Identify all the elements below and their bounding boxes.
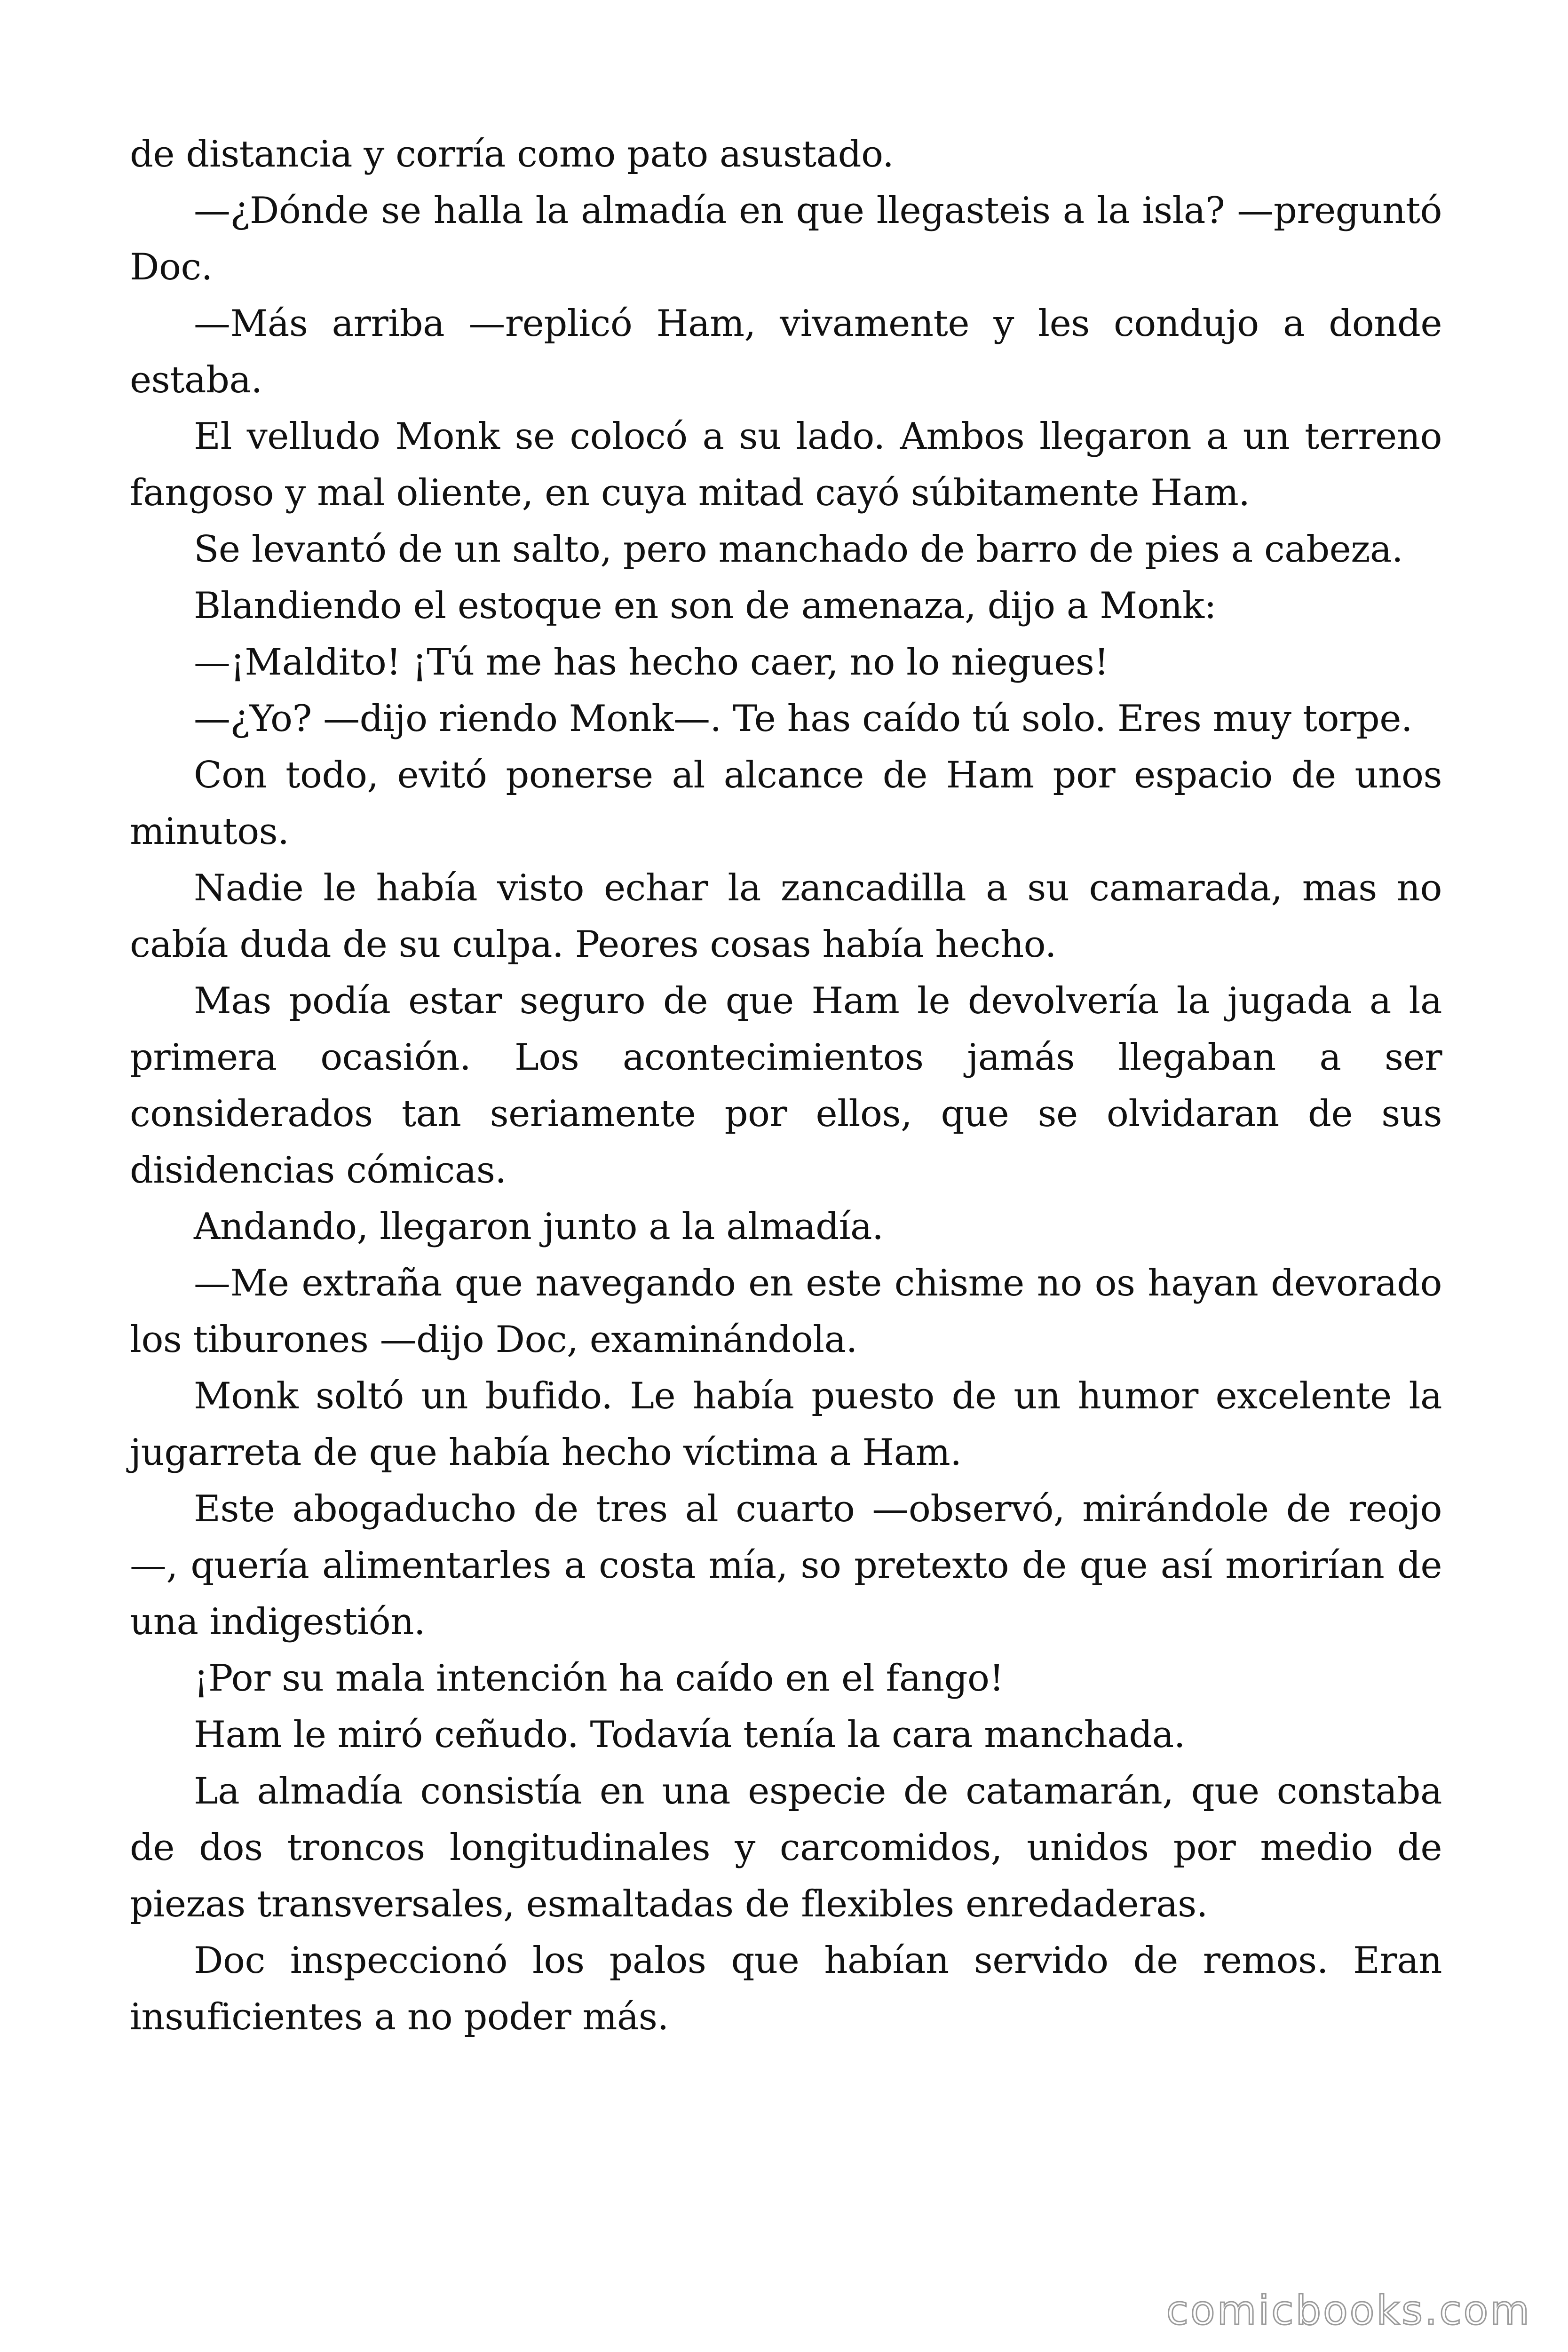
paragraph: La almadía consistía en una especie de catamarán, que constaba de dos troncos longitudinales y carcomidos, unidos por medio de piezas transversales, esmaltadas de flexibles enredaderas. [130,1770,1442,1925]
paragraph: —Más arriba —replicó Ham, vivamente y les condujo a donde estaba. [130,302,1442,401]
paragraph: Blandiendo el estoque en son de amenaza, dijo a Monk: [194,585,1217,627]
paragraph: de distancia y corría como pato asustado. [130,133,894,175]
paragraph: —¿Yo? —dijo riendo Monk—. Te has caído tú solo. Eres muy torpe. [194,698,1413,740]
paragraph: —Me extraña que navegando en este chisme no os hayan devorado los tiburones —dijo Doc, examinándola. [130,1262,1442,1361]
paragraph: Doc inspeccionó los palos que habían servido de remos. Eran insuficientes a no poder más. [130,1939,1442,2038]
paragraph: Mas podía estar seguro de que Ham le devolvería la jugada a la primera ocasión. Los acontecimientos jamás llegaban a ser considerados tan seriamente por ellos, que se olvidaran de sus disidencias cómicas. [130,980,1442,1192]
paragraph: —¿Dónde se halla la almadía en que llegasteis a la isla? —preguntó Doc. [130,190,1442,288]
paragraph: Se levantó de un salto, pero manchado de barro de pies a cabeza. [194,528,1403,571]
paragraph: —¡Maldito! ¡Tú me has hecho caer, no lo niegues! [194,641,1109,683]
paragraph: Ham le miró ceñudo. Todavía tenía la cara manchada. [194,1714,1186,1756]
paragraph: Este abogaducho de tres al cuarto —observó, mirándole de reojo —, quería alimentarles a costa mía, so pretexto de que así morirían de una indigestión. [130,1488,1442,1643]
paragraph: El velludo Monk se colocó a su lado. Ambos llegaron a un terreno fangoso y mal oliente, en cuya mitad cayó súbitamente Ham. [130,415,1442,514]
paragraph: Nadie le había visto echar la zancadilla a su camarada, mas no cabía duda de su culpa. Peores cosas había hecho. [130,867,1442,966]
paragraph: Con todo, evitó ponerse al alcance de Ham por espacio de unos minutos. [130,754,1442,853]
paragraph: Andando, llegaron junto a la almadía. [194,1206,884,1248]
paragraph: Monk soltó un bufido. Le había puesto de un humor excelente la jugarreta de que había hecho víctima a Ham. [130,1375,1442,1474]
paragraph: ¡Por su mala intención ha caído en el fango! [194,1657,1004,1700]
watermark: comicbooks.com [1166,2287,1531,2334]
page-body [130,126,1442,2045]
